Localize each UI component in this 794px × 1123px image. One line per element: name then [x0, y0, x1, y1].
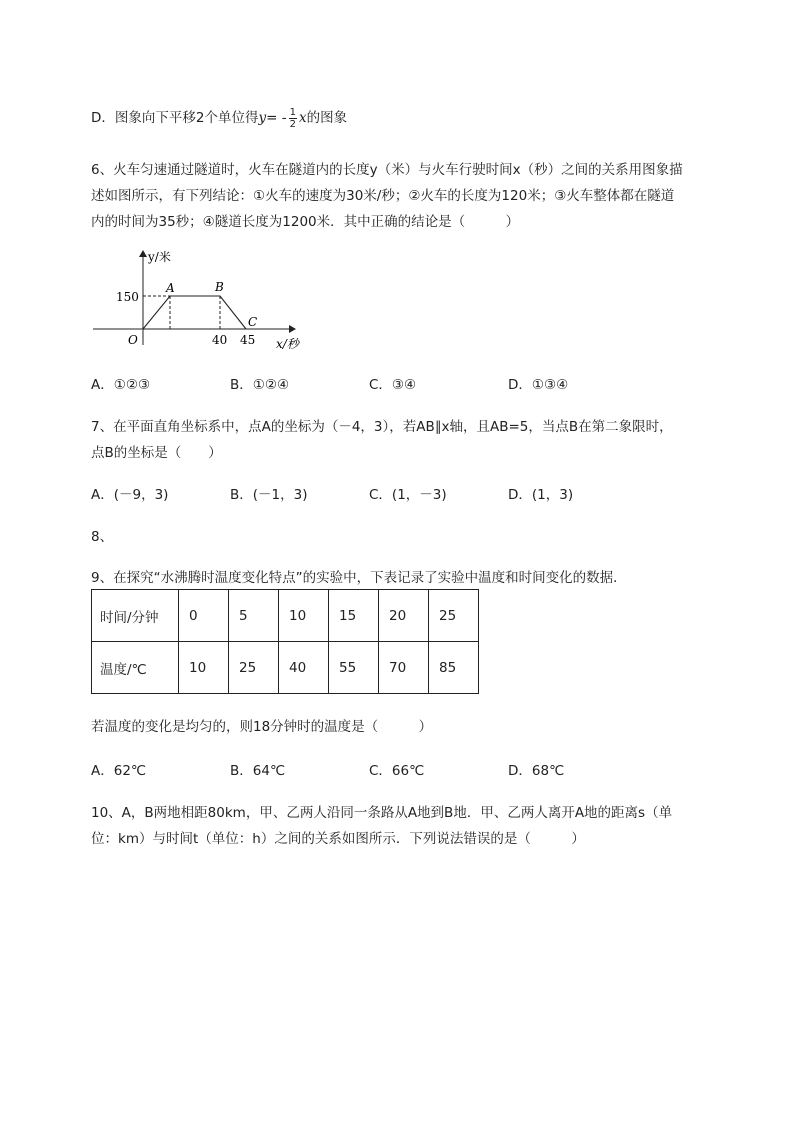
table-cell: 20	[379, 590, 429, 642]
q9-line-1: 9、在探究“水沸腾时温度变化特点”的实验中，下表记录了实验中温度和时间变化的数据．	[91, 570, 627, 586]
q9-option-c[interactable]: C．66℃	[369, 763, 425, 779]
q5-var-y: y	[258, 110, 267, 126]
table-cell: 0	[179, 590, 229, 642]
q6-x-tick-40: 40	[212, 333, 228, 347]
q6-x-tick-45: 45	[240, 333, 256, 347]
q5-var-x: x	[298, 110, 307, 126]
q7-option-a[interactable]: A．(－9，3)	[91, 487, 169, 503]
q7-option-b[interactable]: B．(－1，3)	[230, 487, 308, 503]
q6-point-b: B	[215, 280, 224, 294]
q6-option-a[interactable]: A．①②③	[91, 377, 151, 393]
q5-frac-den: 2	[289, 118, 296, 130]
q6-graph	[90, 245, 320, 355]
q9-option-b[interactable]: B．64℃	[230, 763, 286, 779]
q7-line-1: 7、在平面直角坐标系中，点A的坐标为（－4，3），若AB∥x轴，且AB=5，当点B在第二象限时，	[91, 419, 673, 435]
q5-option-d-prefix: D．图象向下平移2个单位得	[91, 110, 259, 126]
q6-x-axis-label: x/秒	[276, 337, 299, 351]
table-cell: 5	[229, 590, 279, 642]
q6-line-3: 内的时间为35秒；④隧道长度为1200米．其中正确的结论是（ ）	[91, 214, 520, 230]
q6-line-2: 述如图所示，有下列结论：①火车的速度为30米/秒；②火车的长度为120米；③火车整体都在隧道	[91, 188, 675, 204]
q9-row1-header: 时间/分钟	[92, 590, 179, 642]
q5-option-d-suffix: 的图象	[306, 110, 348, 126]
table-cell: 15	[329, 590, 379, 642]
table-cell: 25	[229, 642, 279, 694]
q5-equals: = -	[266, 110, 287, 126]
table-cell: 10	[279, 590, 329, 642]
q9-row2-header: 温度/℃	[92, 642, 179, 694]
table-cell: 25	[429, 590, 479, 642]
q9-data-table	[91, 589, 479, 694]
q5-option-d	[91, 106, 347, 130]
q6-option-b[interactable]: B．①②④	[230, 377, 290, 393]
q6-y-tick-150: 150	[116, 290, 139, 304]
q6-point-a: A	[166, 281, 175, 295]
q6-option-d[interactable]: D．①③④	[508, 377, 569, 393]
q9-option-a[interactable]: A．62℃	[91, 763, 147, 779]
q7-option-c[interactable]: C．(1，－3)	[369, 487, 447, 503]
q6-y-axis-label: y/米	[148, 250, 171, 264]
table-cell: 70	[379, 642, 429, 694]
table-row	[92, 590, 479, 642]
q5-frac-num: 1	[289, 106, 296, 118]
table-cell: 85	[429, 642, 479, 694]
q8-label: 8、	[91, 529, 114, 545]
q9-question: 若温度的变化是均匀的，则18分钟时的温度是（ ）	[91, 719, 433, 735]
table-cell: 40	[279, 642, 329, 694]
q6-point-c: C	[248, 315, 258, 329]
q6-line-1: 6、火车匀速通过隧道时，火车在隧道内的长度y（米）与火车行驶时间x（秒）之间的关系用图象描	[91, 162, 683, 178]
q9-option-d[interactable]: D．68℃	[508, 763, 565, 779]
table-row	[92, 642, 479, 694]
table-cell: 10	[179, 642, 229, 694]
table-cell: 55	[329, 642, 379, 694]
q6-graph-line	[143, 296, 246, 329]
q7-line-2: 点B的坐标是（ ）	[91, 445, 222, 461]
q6-origin-label: O	[128, 333, 138, 347]
q5-fraction	[289, 107, 297, 130]
q6-option-c[interactable]: C．③④	[369, 377, 417, 393]
q7-option-d[interactable]: D．(1，3)	[508, 487, 574, 503]
q10-line-1: 10、A，B两地相距80km，甲、乙两人沿同一条路从A地到B地．甲、乙两人离开A地的距离s（单	[91, 805, 673, 821]
q10-line-2: 位：km）与时间t（单位：h）之间的关系如图所示．下列说法错误的是（ ）	[91, 831, 585, 847]
